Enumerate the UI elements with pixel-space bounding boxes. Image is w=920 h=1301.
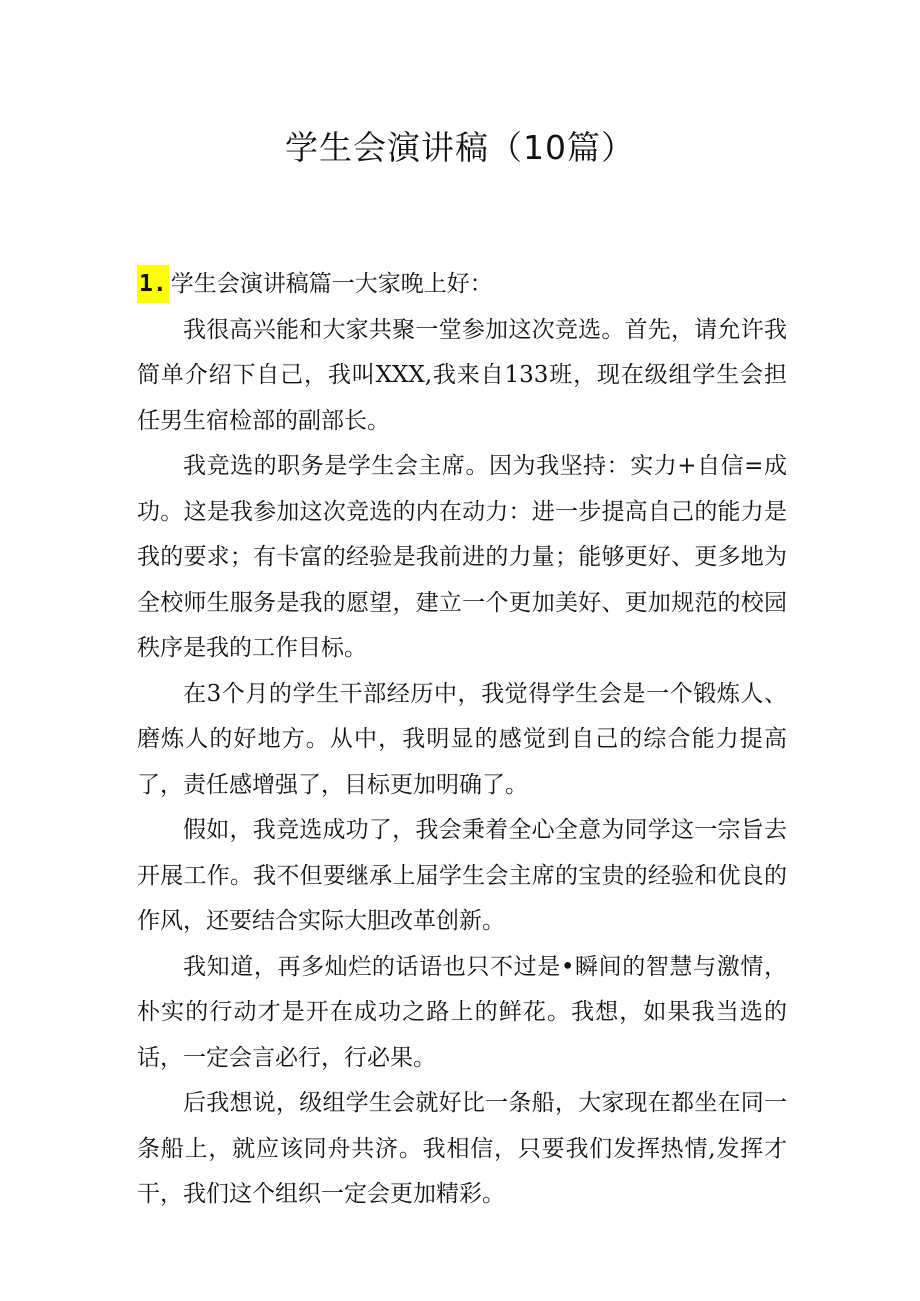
paragraph-2: 我竞选的职务是学生会主席。因为我坚持：实力+自信=成功。这是我参加这次竞选的内在动力：进一步提高自己的能力是我的要求；有卡富的经验是我前进的力量；能够更好、更多地为全校师生服务是我的愿望，建立一个更加美好、更加规范的校园秩序是我的工作目标。 bbox=[137, 453, 787, 661]
section-number-highlight: 1. bbox=[137, 265, 169, 303]
document-title: 学生会演讲稿（10篇） bbox=[285, 128, 635, 167]
paragraph-5: 我知道，再多灿烂的话语也只不过是•瞬间的智慧与激情，朴实的行动才是开在成功之路上的鲜花。我想，如果我当选的话，一定会言必行，行必果。 bbox=[137, 953, 787, 1071]
section-heading-text: 学生会演讲稿篇一大家晚上好： bbox=[170, 271, 493, 297]
paragraph-1: 我很高兴能和大家共聚一堂参加这次竞选。首先，请允许我简单介绍下自己，我叫XXX,我来自133班，现在级组学生会担任男生宿检部的副部长。 bbox=[137, 316, 787, 434]
paragraph-3: 在3个月的学生干部经历中，我觉得学生会是一个锻炼人、磨炼人的好地方。从中，我明显的感觉到自己的综合能力提高了，责任感增强了，目标更加明确了。 bbox=[137, 680, 787, 798]
section-heading bbox=[137, 262, 787, 308]
paragraph-6: 后我想说，级组学生会就好比一条船，大家现在都坐在同一条船上，就应该同舟共济。我相信，只要我们发挥热情,发挥才干，我们这个组织一定会更加精彩。 bbox=[137, 1090, 787, 1207]
paragraph-4: 假如，我竞选成功了，我会秉着全心全意为同学这一宗旨去开展工作。我不但要继承上届学生会主席的宝贵的经验和优良的作风，还要结合实际大胆改革创新。 bbox=[137, 817, 787, 934]
document-body bbox=[137, 262, 787, 1218]
